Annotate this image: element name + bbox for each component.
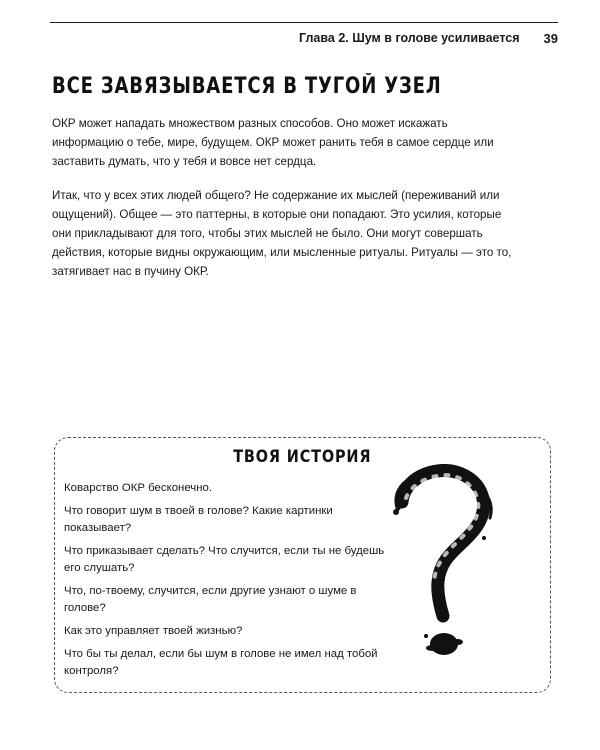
question-mark-icon <box>388 464 498 664</box>
paragraph: Итак, что у всех этих людей общего? Не содержание их мыслей (переживаний или ощущений). Общее — это паттерны, в которые они попадают. Это усилия, которые они прикладывают для того, чтобы этих мыслей не было. Они могут совершать действия, которые видны окружающим, или мысленные ритуалы. Ритуалы — это то, затягивает нас в пучину ОКР. <box>52 189 512 278</box>
running-head <box>50 22 558 46</box>
body-text <box>52 114 512 296</box>
paragraph: ОКР может нападать множеством разных способов. Оно может искажать информацию о тебе, мире, будущем. ОКР может ранить тебя в самое сердце или заставить думать, что у тебя и вовсе нет сердца. <box>52 117 494 168</box>
story-question: Что говорит шум в твоей в голове? Какие картинки показывает? <box>64 505 333 534</box>
story-question-list <box>64 480 394 686</box>
chapter-title: Глава 2. Шум в голове усиливается <box>299 31 520 45</box>
story-question: Что приказывает сделать? Что случится, если ты не будешь его слушать? <box>64 545 385 574</box>
section-heading: ВСЕ ЗАВЯЗЫВАЕТСЯ В ТУГОЙ УЗЕЛ <box>52 74 442 99</box>
story-question: Коварство ОКР бесконечно. <box>64 482 212 494</box>
story-box-title-text: ТВОЯ ИСТОРИЯ <box>233 447 372 467</box>
story-question: Что, по-твоему, случится, если другие узнают о шуме в голове? <box>64 585 357 614</box>
story-question: Что бы ты делал, если бы шум в голове не имел над тобой контроля? <box>64 648 378 677</box>
page-number: 39 <box>543 31 558 46</box>
story-question: Как это управляет твоей жизнью? <box>64 625 243 637</box>
